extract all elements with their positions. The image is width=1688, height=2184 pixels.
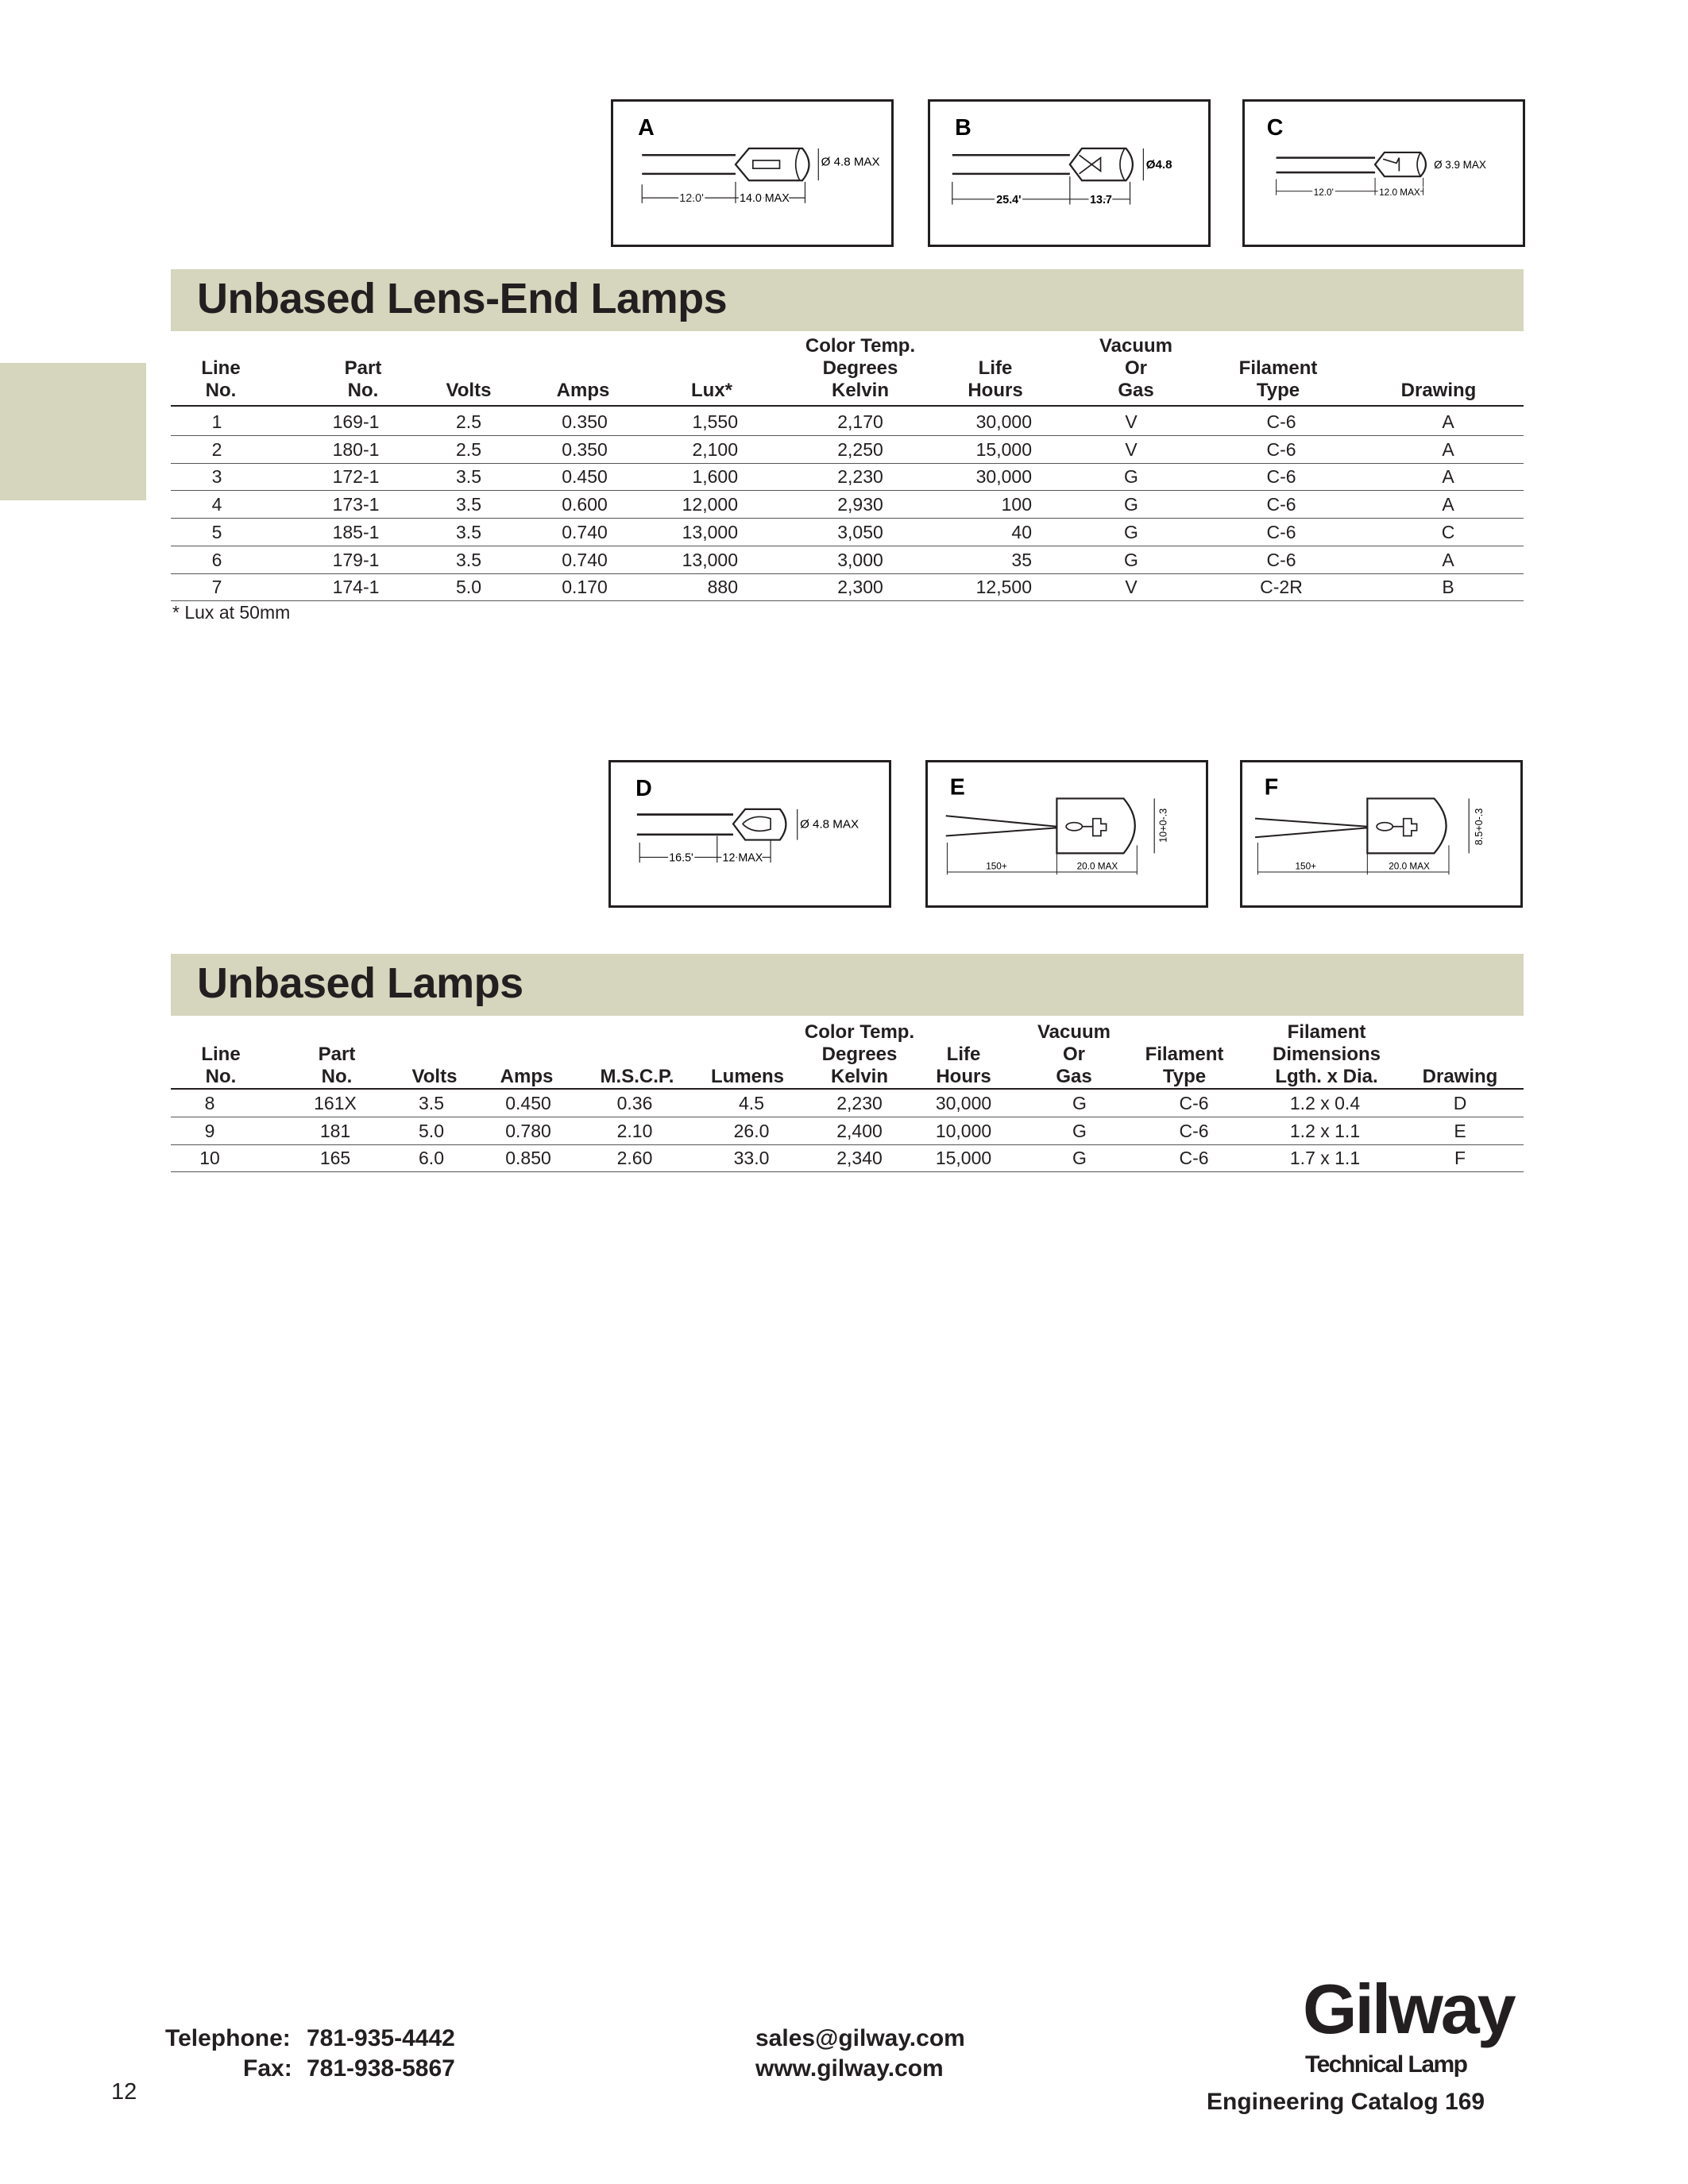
column-header: Color Temp. [804, 1021, 915, 1043]
column-header: Or [1124, 357, 1148, 379]
table-cell: 2,400 [836, 1120, 883, 1141]
column-header: Type [1256, 380, 1300, 401]
column-header: Or [1062, 1044, 1086, 1065]
table-cell: 0.350 [562, 411, 608, 432]
table-cell: 3.5 [456, 549, 481, 570]
table-cell: 4 [211, 494, 222, 515]
table-cell: 1.7 x 1.1 [1289, 1148, 1361, 1169]
row-divider [171, 435, 1524, 436]
column-header: Vacuum [1099, 335, 1173, 357]
table-cell: 3,000 [837, 549, 883, 570]
column-header: No. [347, 380, 379, 401]
table-cell: 3.5 [419, 1093, 444, 1113]
column-header: Line [201, 1044, 241, 1065]
catalog-title: Engineering Catalog 169 [1207, 2089, 1485, 2115]
drawing-b [928, 99, 1211, 247]
table-cell: 26.0 [733, 1120, 770, 1141]
table-cell: V [1125, 411, 1138, 432]
column-header: No. [205, 380, 237, 401]
svg-text:20.0 MAX: 20.0 MAX [1076, 861, 1118, 872]
svg-text:14.0 MAX: 14.0 MAX [740, 192, 790, 206]
table-cell: 12,500 [975, 577, 1032, 598]
table-cell: C [1441, 521, 1455, 542]
table-cell: 0.170 [562, 577, 608, 598]
table-cell: G [1072, 1120, 1087, 1141]
table-cell: V [1125, 438, 1138, 460]
drawing-c [1242, 99, 1525, 247]
table-cell: 0.850 [505, 1148, 551, 1169]
table-cell: 5 [211, 521, 222, 542]
svg-text:Ø4.8: Ø4.8 [1145, 158, 1172, 172]
table-cell: 2,340 [836, 1148, 883, 1169]
column-header: Gas [1056, 1066, 1092, 1087]
svg-text:D: D [635, 776, 652, 802]
svg-text:F: F [1264, 774, 1279, 801]
table-cell: 2,230 [836, 1093, 883, 1113]
table-cell: 12,000 [682, 494, 738, 515]
table-cell: 2 [211, 438, 222, 460]
table-cell: G [1124, 521, 1138, 542]
column-header: Volts [446, 380, 492, 401]
svg-text:A: A [638, 115, 655, 141]
fax-label: Fax: [243, 2055, 292, 2082]
table-cell: C-6 [1266, 494, 1296, 515]
table-cell: 2.10 [616, 1120, 653, 1141]
table-cell: C-6 [1179, 1148, 1209, 1169]
svg-text:13.7: 13.7 [1090, 193, 1112, 206]
lamp-drawing-d [611, 762, 889, 905]
section-header-unbased [171, 954, 1524, 1016]
table-cell: 40 [1011, 521, 1032, 542]
table-cell: A [1442, 549, 1454, 570]
table-cell: 8 [204, 1093, 215, 1113]
svg-text:20.0 MAX: 20.0 MAX [1389, 861, 1430, 872]
table-cell: 33.0 [733, 1148, 770, 1169]
column-header: Volts [411, 1066, 458, 1087]
column-header: No. [205, 1066, 237, 1087]
row-divider [171, 1171, 1524, 1172]
table-cell: G [1124, 466, 1138, 488]
website-link[interactable]: www.gilway.com [755, 2055, 944, 2082]
table-cell: 15,000 [975, 438, 1032, 460]
gilway-logo [1303, 1968, 1533, 2081]
table-cell: C-6 [1266, 438, 1296, 460]
table-cell: B [1442, 577, 1454, 598]
drawing-a [611, 99, 894, 247]
footnote: * Lux at 50mm [172, 602, 291, 623]
table-cell: 172-1 [332, 466, 380, 488]
table-cell: A [1442, 466, 1454, 488]
table-cell: 35 [1011, 549, 1032, 570]
table-cell: 1,600 [692, 466, 738, 488]
column-header: M.S.C.P. [600, 1066, 674, 1087]
table-cell: C-6 [1179, 1120, 1209, 1141]
svg-text:Ø 4.8 MAX: Ø 4.8 MAX [821, 155, 880, 169]
table-cell: 13,000 [682, 521, 738, 542]
lamp-drawing-e [928, 762, 1206, 905]
svg-text:12.0': 12.0' [679, 192, 704, 206]
lamp-drawing-f [1242, 762, 1520, 905]
table-cell: 169-1 [332, 411, 380, 432]
table-cell: 3.5 [456, 521, 481, 542]
table-cell: 880 [707, 577, 738, 598]
column-header: Hours [968, 380, 1023, 401]
table-cell: 30,000 [935, 1093, 992, 1113]
table-cell: 6 [211, 549, 222, 570]
table-cell: 1,550 [692, 411, 738, 432]
column-header: Lumens [710, 1066, 785, 1087]
table-cell: E [1454, 1120, 1466, 1141]
column-header: Filament [1287, 1021, 1366, 1043]
svg-text:Ø 4.8 MAX: Ø 4.8 MAX [800, 817, 859, 832]
svg-text:B: B [955, 115, 971, 141]
table-cell: A [1442, 494, 1454, 515]
lamp-drawing-c [1245, 102, 1523, 245]
svg-text:C: C [1266, 115, 1284, 141]
table-cell: G [1124, 494, 1138, 515]
row-divider [171, 1144, 1524, 1145]
table-cell: 3.5 [456, 494, 481, 515]
row-divider [171, 490, 1524, 491]
table-cell: F [1454, 1148, 1466, 1169]
table-cell: 173-1 [332, 494, 380, 515]
table-cell: 0.350 [562, 438, 608, 460]
table-cell: 30,000 [975, 466, 1032, 488]
table-cell: 7 [211, 577, 222, 598]
column-header: Degrees [822, 357, 898, 379]
column-header: Kelvin [830, 1066, 889, 1087]
table-cell: 0.740 [562, 549, 608, 570]
svg-text:12.0 MAX: 12.0 MAX [1379, 187, 1420, 198]
table-cell: 10 [199, 1148, 220, 1169]
drawing-f [1240, 760, 1523, 908]
table-cell: G [1072, 1093, 1087, 1113]
email-link[interactable]: sales@gilway.com [755, 2025, 965, 2051]
table-cell: D [1453, 1093, 1467, 1113]
table-cell: 2.60 [616, 1148, 653, 1169]
table-cell: 2,930 [837, 494, 883, 515]
table-cell: 30,000 [975, 411, 1032, 432]
drawing-d [608, 760, 891, 908]
svg-text:16.5': 16.5' [669, 851, 693, 865]
table-cell: 3 [211, 466, 222, 488]
column-header: Line [201, 357, 241, 379]
svg-text:12 MAX: 12 MAX [722, 851, 763, 865]
table-cell: 10,000 [935, 1120, 992, 1141]
svg-text:E: E [949, 774, 965, 801]
column-header: Filament [1238, 357, 1318, 379]
fax-number: 781-938-5867 [307, 2055, 455, 2082]
phone-label: Telephone: [165, 2025, 291, 2051]
table-cell: 179-1 [332, 549, 380, 570]
column-header: Lgth. x Dia. [1275, 1066, 1378, 1087]
svg-text:150+: 150+ [986, 861, 1007, 872]
column-header: Dimensions [1272, 1044, 1381, 1065]
column-header: Kelvin [831, 380, 890, 401]
svg-text:10+0-.3: 10+0-.3 [1157, 808, 1169, 843]
table-cell: 2,170 [837, 411, 883, 432]
section-tab [0, 363, 146, 500]
table-cell: C-6 [1266, 466, 1296, 488]
table-cell: 100 [1001, 494, 1032, 515]
drawing-e [925, 760, 1208, 908]
column-header: Gas [1118, 380, 1154, 401]
table-cell: C-2R [1260, 577, 1303, 598]
row-divider [171, 600, 1524, 601]
svg-text:150+: 150+ [1295, 861, 1317, 872]
table-cell: A [1442, 438, 1454, 460]
column-header: Degrees [821, 1044, 898, 1065]
table-cell: G [1124, 549, 1138, 570]
column-header: Type [1162, 1066, 1207, 1087]
page-number: 12 [111, 2079, 137, 2105]
row-divider [171, 518, 1524, 519]
lamp-drawing-b [930, 102, 1208, 245]
table-cell: V [1125, 577, 1138, 598]
column-header: Amps [500, 1066, 554, 1087]
table-cell: 181 [319, 1120, 351, 1141]
column-header: Hours [936, 1066, 991, 1087]
column-header: Life [946, 1044, 981, 1065]
table-cell: 0.450 [505, 1093, 551, 1113]
table-cell: 0.740 [562, 521, 608, 542]
column-header: Part [318, 1044, 356, 1065]
table-cell: 1.2 x 0.4 [1289, 1093, 1361, 1113]
table-cell: 174-1 [332, 577, 380, 598]
column-header: Drawing [1400, 380, 1477, 401]
table-cell: 9 [204, 1120, 215, 1141]
lamp-drawing-a [613, 102, 891, 245]
table-cell: 5.0 [456, 577, 481, 598]
column-header: Vacuum [1037, 1021, 1111, 1043]
table-cell: 0.780 [505, 1120, 551, 1141]
table-cell: 2,230 [837, 466, 883, 488]
logo-subtitle: Technical Lamp [1305, 2051, 1467, 2078]
table-cell: C-6 [1266, 549, 1296, 570]
table-cell: 15,000 [935, 1148, 992, 1169]
table-cell: 3.5 [456, 466, 481, 488]
svg-text:8.5+0-.3: 8.5+0-.3 [1474, 808, 1485, 846]
column-header: Color Temp. [805, 335, 916, 357]
row-divider [171, 573, 1524, 574]
table-cell: 1 [211, 411, 222, 432]
table-cell: C-6 [1179, 1093, 1209, 1113]
table-cell: C-6 [1266, 411, 1296, 432]
column-header: Drawing [1422, 1066, 1498, 1087]
table-cell: C-6 [1266, 521, 1296, 542]
table-cell: 165 [319, 1148, 351, 1169]
row-divider [171, 463, 1524, 464]
section-title: Unbased Lens-End Lamps [197, 275, 728, 322]
table-cell: 185-1 [332, 521, 380, 542]
logo-wordmark: Gilway [1303, 1970, 1514, 2048]
column-header: Amps [556, 380, 610, 401]
table-cell: 0.36 [616, 1093, 653, 1113]
svg-text:25.4': 25.4' [996, 193, 1022, 206]
table-cell: 2.5 [456, 411, 481, 432]
table-cell: 2,250 [837, 438, 883, 460]
table-cell: 0.450 [562, 466, 608, 488]
table-cell: 13,000 [682, 549, 738, 570]
column-header: Lux* [690, 380, 733, 401]
table-cell: 161X [314, 1093, 357, 1113]
table-cell: 2.5 [456, 438, 481, 460]
table-cell: 0.600 [562, 494, 608, 515]
table-cell: A [1442, 411, 1454, 432]
column-header: No. [321, 1066, 353, 1087]
table-cell: 6.0 [419, 1148, 444, 1169]
phone-number: 781-935-4442 [307, 2025, 455, 2051]
header-divider [171, 1088, 1524, 1090]
svg-text:Ø 3.9 MAX: Ø 3.9 MAX [1434, 159, 1486, 172]
table-cell: 180-1 [332, 438, 380, 460]
table-cell: 3,050 [837, 521, 883, 542]
svg-text:12.0': 12.0' [1313, 187, 1334, 198]
table-cell: 1.2 x 1.1 [1289, 1120, 1361, 1141]
table-cell: 2,300 [837, 577, 883, 598]
table-cell: G [1072, 1148, 1087, 1169]
column-header: Part [344, 357, 382, 379]
section-header-lens-end [171, 269, 1524, 331]
column-header: Filament [1145, 1044, 1224, 1065]
section-title: Unbased Lamps [197, 959, 523, 1007]
table-cell: 4.5 [739, 1093, 764, 1113]
table-cell: 2,100 [692, 438, 738, 460]
table-cell: 5.0 [419, 1120, 444, 1141]
column-header: Life [978, 357, 1013, 379]
header-divider [171, 405, 1524, 407]
